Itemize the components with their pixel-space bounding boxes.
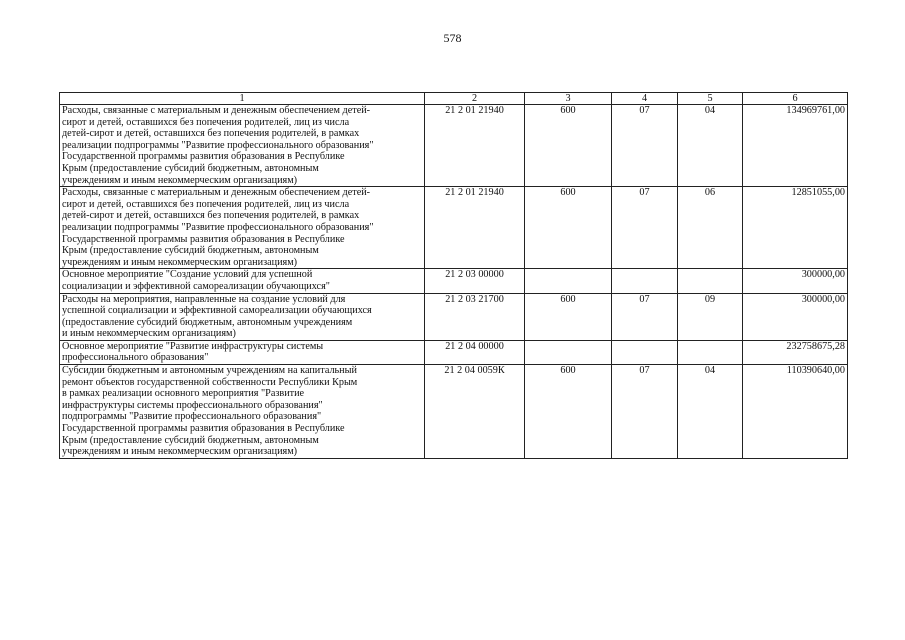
row-code: 21 2 01 21940	[425, 187, 525, 269]
table-row	[60, 293, 848, 340]
row-col4	[612, 269, 678, 293]
row-col5: 04	[678, 105, 743, 187]
row-col3: 600	[525, 187, 612, 269]
row-amount: 12851055,00	[743, 187, 848, 269]
row-col4: 07	[612, 365, 678, 459]
row-description-text: Основное мероприятие "Создание условий для успешной социализации и эффективной самореализации обучающихся"	[62, 269, 330, 292]
table-row	[60, 365, 848, 459]
row-description-text: Расходы, связанные с материальным и денежным обеспечением детей- сирот и детей, оставшихся без попечения родителей, лиц из числа детей-сирот и детей, оставшихся без попечения родителей, в рамках реализации подпрограммы "Развитие профессионального образования" Государственной программы развития образования в Республике Крым (предоставление субсидий бюджетным, автономным учреждениям и иным некоммерческим организациям)	[62, 105, 374, 186]
row-col4: 07	[612, 105, 678, 187]
row-code: 21 2 04 00000	[425, 340, 525, 364]
row-col5: 09	[678, 293, 743, 340]
row-description-text: Основное мероприятие "Развитие инфраструктуры системы профессионального образования"	[62, 340, 324, 364]
column-header-2: 2	[425, 93, 525, 105]
row-description	[60, 293, 425, 340]
row-code: 21 2 04 0059К	[425, 365, 525, 459]
row-code: 21 2 01 21940	[425, 105, 525, 187]
row-description-text: Расходы, связанные с материальным и денежным обеспечением детей- сирот и детей, оставшихся без попечения родителей, лиц из числа детей-сирот и детей, оставшихся без попечения родителей, в рамках реализации подпрограммы "Развитие профессионального образования" Государственной программы развития образования в Республике Крым (предоставление субсидий бюджетным, автономным учреждениям и иным некоммерческим организациям)	[62, 187, 374, 268]
row-amount: 300000,00	[743, 269, 848, 293]
row-col4: 07	[612, 187, 678, 269]
table-row	[60, 340, 848, 364]
row-col3: 600	[525, 365, 612, 459]
column-header-1: 1	[60, 93, 425, 105]
column-header-6: 6	[743, 93, 848, 105]
table-header-row	[60, 93, 848, 105]
table-row	[60, 105, 848, 187]
row-col4	[612, 340, 678, 364]
row-description	[60, 340, 425, 364]
row-col5	[678, 340, 743, 364]
row-code: 21 2 03 00000	[425, 269, 525, 293]
row-description	[60, 269, 425, 293]
row-col5: 04	[678, 365, 743, 459]
row-col3	[525, 269, 612, 293]
row-amount: 134969761,00	[743, 105, 848, 187]
row-amount: 232758675,28	[743, 340, 848, 364]
table-row	[60, 187, 848, 269]
row-description-text: Субсидии бюджетным и автономным учреждениям на капитальный ремонт объектов государственной собственности Республики Крым в рамках реализации основного мероприятия "Развитие инфраструктуры системы профессионального образования" подпрограммы "Развитие профессионального образования" Государственной программы развития образования в Республике Крым (предоставление субсидий бюджетным, автономным учреждениям и иным некоммерческим организациям)	[62, 365, 358, 458]
row-description	[60, 365, 425, 459]
column-header-5: 5	[678, 93, 743, 105]
row-col5: 06	[678, 187, 743, 269]
row-amount: 110390640,00	[743, 365, 848, 459]
row-col3	[525, 340, 612, 364]
row-col5	[678, 269, 743, 293]
row-description	[60, 187, 425, 269]
row-code: 21 2 03 21700	[425, 293, 525, 340]
column-header-4: 4	[612, 93, 678, 105]
row-col3: 600	[525, 293, 612, 340]
page-number: 578	[443, 31, 462, 45]
row-col4: 07	[612, 293, 678, 340]
row-description	[60, 105, 425, 187]
column-header-3: 3	[525, 93, 612, 105]
row-col3: 600	[525, 105, 612, 187]
row-amount: 300000,00	[743, 293, 848, 340]
row-description-text: Расходы на мероприятия, направленные на создание условий для успешной социализации и эффективной самореализации обучающихся (предоставление субсидий бюджетным, автономным учреждениям и иным некоммерческим организациям)	[62, 293, 372, 340]
budget-table	[59, 92, 848, 459]
table-row	[60, 269, 848, 293]
